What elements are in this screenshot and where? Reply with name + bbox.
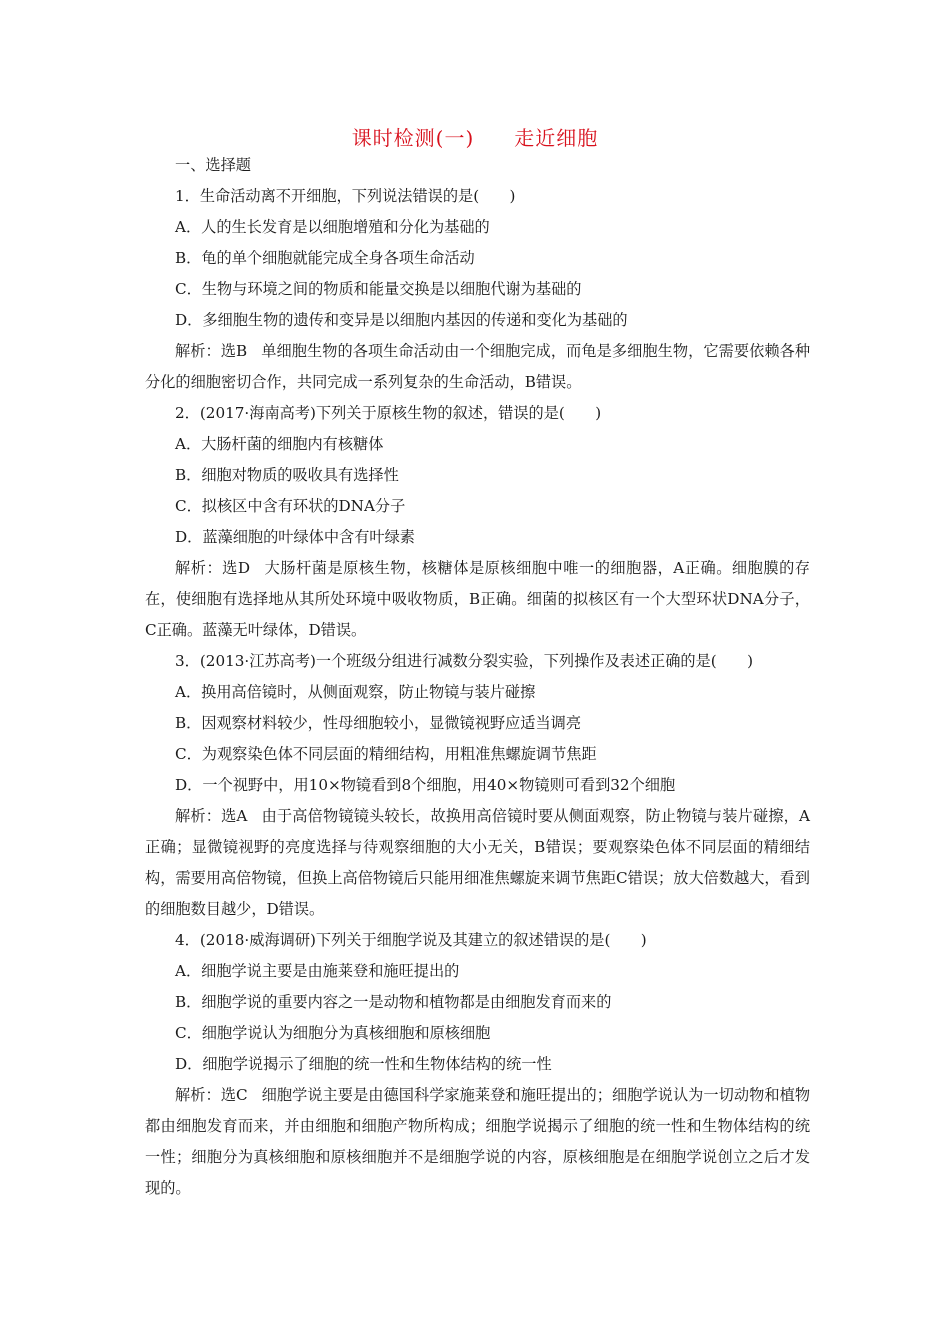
title-part-2: 走近细胞 (514, 126, 599, 150)
option-d: D．蓝藻细胞的叶绿体中含有叶绿素 (175, 528, 415, 546)
option-c: C．为观察染色体不同层面的精细结构，用粗准焦螺旋调节焦距 (175, 745, 597, 763)
question-1 (145, 181, 810, 398)
answer-explanation (145, 801, 810, 925)
answer-text: 单细胞生物的各项生命活动由一个细胞完成，而龟是多细胞生物，它需要依赖各种分化的细胞密切合作，共同完成一系列复杂的生命活动，B错误。 (145, 342, 811, 391)
answer-explanation (145, 1080, 810, 1204)
answer-text: 细胞学说主要是由德国科学家施莱登和施旺提出的；细胞学说认为一切动物和植物都由细胞发育而来，并由细胞和细胞产物所构成；细胞学说揭示了细胞的统一性和生物体结构的统一性；细胞分为真核细胞和原核细胞并不是细胞学说的内容，原核细胞是在细胞学说创立之后才发现的。 (145, 1086, 810, 1197)
answer-key: 解析：选C (175, 1086, 248, 1104)
option-d: D．一个视野中，用10×物镜看到8个细胞，用40×物镜则可看到32个细胞 (175, 776, 676, 794)
answer-key: 解析：选D (175, 559, 251, 577)
option-d: D．细胞学说揭示了细胞的统一性和生物体结构的统一性 (175, 1055, 552, 1073)
question-4 (145, 925, 810, 1204)
question-2 (145, 398, 810, 646)
question-stem: 2．(2017·海南高考)下列关于原核生物的叙述，错误的是( ) (175, 404, 602, 422)
answer-explanation (145, 553, 810, 646)
option-c: C．生物与环境之间的物质和能量交换是以细胞代谢为基础的 (175, 280, 582, 298)
question-stem: 1．生命活动离不开细胞，下列说法错误的是( ) (175, 187, 516, 205)
answer-explanation (145, 336, 810, 398)
option-a: A．细胞学说主要是由施莱登和施旺提出的 (175, 962, 460, 980)
answer-key: 解析：选B (175, 342, 248, 360)
option-a: A．人的生长发育是以细胞增殖和分化为基础的 (175, 218, 490, 236)
question-3 (145, 646, 810, 925)
option-a: A．换用高倍镜时，从侧面观察，防止物镜与装片碰擦 (175, 683, 536, 701)
page-title (0, 122, 950, 151)
question-stem: 3．(2013·江苏高考)一个班级分组进行减数分裂实验，下列操作及表述正确的是( ) (175, 652, 754, 670)
option-d: D．多细胞生物的遗传和变异是以细胞内基因的传递和变化为基础的 (175, 311, 628, 329)
option-c: C．细胞学说认为细胞分为真核细胞和原核细胞 (175, 1024, 491, 1042)
section-heading: 一、选择题 (175, 156, 251, 174)
option-b: B．龟的单个细胞就能完成全身各项生命活动 (175, 249, 475, 267)
option-b: B．细胞学说的重要内容之一是动物和植物都是由细胞发育而来的 (175, 993, 612, 1011)
question-stem: 4．(2018·威海调研)下列关于细胞学说及其建立的叙述错误的是( ) (175, 931, 647, 949)
answer-key: 解析：选A (175, 807, 248, 825)
answer-text: 由于高倍物镜镜头较长，故换用高倍镜时要从侧面观察，防止物镜与装片碰擦，A正确；显微镜视野的亮度选择与待观察细胞的大小无关，B错误；要观察染色体不同层面的精细结构，需要用高倍物镜，但换上高倍物镜后只能用细准焦螺旋来调节焦距C错误；放大倍数越大，看到的细胞数目越少，D错误。 (145, 807, 811, 918)
option-c: C．拟核区中含有环状的DNA分子 (175, 497, 406, 515)
option-b: B．细胞对物质的吸收具有选择性 (175, 466, 399, 484)
option-a: A．大肠杆菌的细胞内有核糖体 (175, 435, 384, 453)
option-b: B．因观察材料较少，性母细胞较小，显微镜视野应适当调亮 (175, 714, 582, 732)
document-body (145, 150, 810, 1204)
title-part-1: 课时检测(一) (351, 126, 475, 150)
answer-text: 大肠杆菌是原核生物，核糖体是原核细胞中唯一的细胞器，A正确。细胞膜的存在，使细胞有选择地从其所处环境中吸收物质，B正确。细菌的拟核区有一个大型环状DNA分子，C正确。蓝藻无叶绿体，D错误。 (145, 559, 810, 639)
